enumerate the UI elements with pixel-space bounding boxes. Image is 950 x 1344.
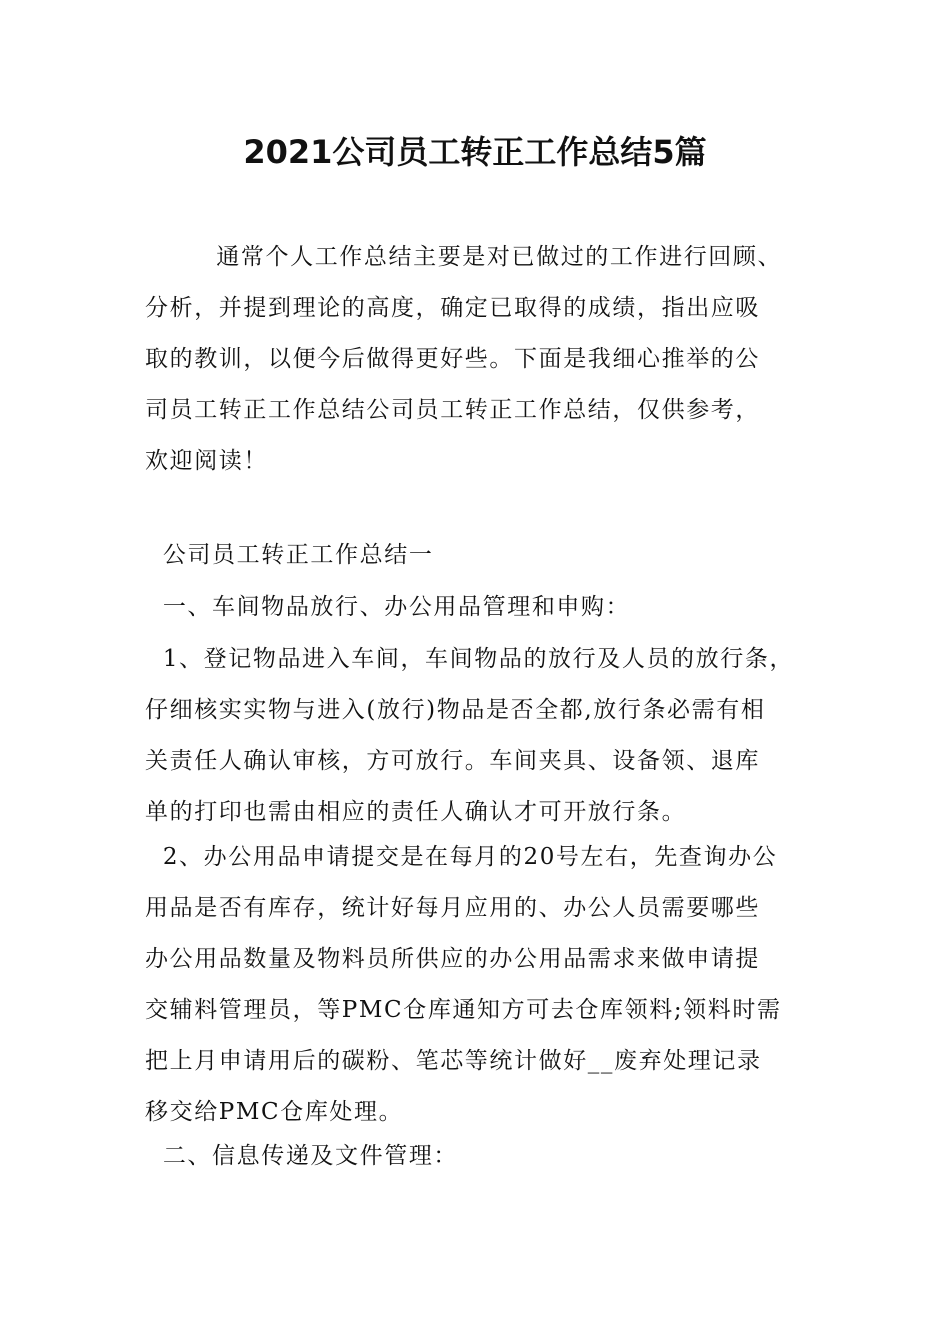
heading-two-text: 二、信息传递及文件管理： [145, 1143, 459, 1169]
item-two-line: 用品是否有库存，统计好每月应用的、办公人员需要哪些 [145, 895, 760, 921]
intro-line: 通常个人工作总结主要是对已做过的工作进行回顾、 [145, 244, 783, 270]
intro-paragraph [145, 232, 815, 487]
item-two-paragraph [145, 832, 815, 1138]
item-one-line: 关责任人确认审核，方可放行。车间夹具、设备领、退库 [145, 748, 760, 774]
intro-line: 分析，并提到理论的高度，确定已取得的成绩，指出应吸 [145, 295, 760, 321]
item-one-paragraph [145, 634, 815, 838]
heading-one-text: 一、车间物品放行、办公用品管理和申购： [145, 594, 631, 620]
item-two-line: 办公用品数量及物料员所供应的办公用品需求来做申请提 [145, 946, 760, 972]
heading-two [145, 1131, 815, 1182]
section-title-text: 公司员工转正工作总结一 [145, 542, 434, 568]
item-two-line: 移交给PMC仓库处理。 [145, 1099, 404, 1125]
item-two-line: 交辅料管理员，等PMC仓库通知方可去仓库领料;领料时需 [145, 997, 782, 1023]
item-one-line: 1、登记物品进入车间，车间物品的放行及人员的放行条， [145, 646, 795, 672]
item-two-line: 把上月申请用后的碳粉、笔芯等统计做好__废弃处理记录 [145, 1048, 762, 1074]
intro-line: 司员工转正工作总结公司员工转正工作总结，仅供参考， [145, 397, 760, 423]
item-one-line: 仔细核实实物与进入(放行)物品是否全都,放行条必需有相 [145, 697, 766, 723]
item-one-line: 单的打印也需由相应的责任人确认才可开放行条。 [145, 799, 687, 825]
intro-line: 取的教训，以便今后做得更好些。下面是我细心推举的公 [145, 346, 760, 372]
item-two-line: 2、办公用品申请提交是在每月的20号左右，先查询办公 [145, 844, 778, 870]
heading-one [145, 582, 815, 633]
intro-line: 欢迎阅读！ [145, 448, 268, 474]
section-title [145, 530, 815, 581]
document-title: 2021公司员工转正工作总结5篇 [243, 133, 707, 171]
